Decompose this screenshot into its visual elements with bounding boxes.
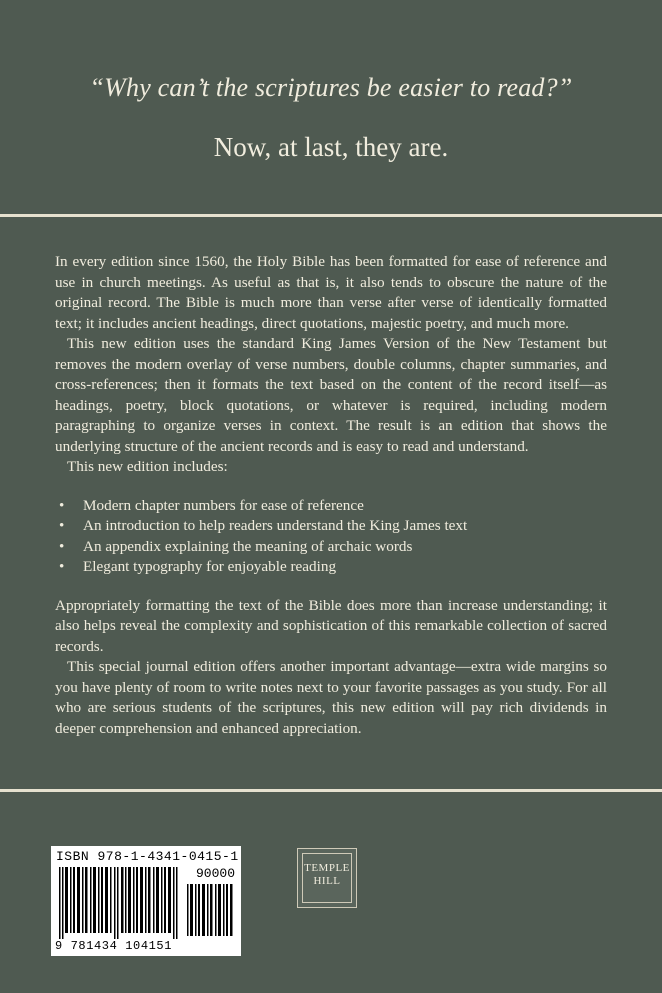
publisher-logo [297,848,357,908]
isbn-barcode [51,846,241,956]
logo-line-2: HILL [313,875,341,887]
top-divider [0,214,662,217]
description-body [55,252,607,739]
bullet-icon: • [59,496,65,514]
bullet-icon: • [59,517,65,534]
bullet-icon: • [59,558,65,575]
list-item: • An introduction to help readers understand the King James text [55,516,607,537]
bottom-divider [0,789,662,792]
paragraph-journal: This special journal edition offers another important advantage—extra wide margins so you have plenty of room to write notes next to your favorite passages as you study. For all who are serious students of the scriptures, this new edition will pay rich dividends in deeper comprehension and enhanced appreciation. [55,658,607,737]
price-code: 90000 [195,866,235,881]
list-item: • An appendix explaining the meaning of archaic words [55,537,607,558]
barcode-number: 9 781434 104151 [55,939,173,953]
cover-quote: “Why can’t the scriptures be easier to read?” [89,73,573,102]
cover-tagline: Now, at last, they are. [213,132,449,162]
list-item: • Modern chapter numbers for ease of reference [55,496,607,517]
logo-text [298,862,356,888]
paragraph-edition: This new edition uses the standard King James Version of the New Testament but removes the modern overlay of verse numbers, double columns, chapter summaries, and cross-references; then it formats the text based on the content of the record itself—as headings, poetry, block quotations, or whatever is required, including modern paragraphing to organize verses in context. The result is an edition that shows the underlying structure of the ancient records and is easy to read and understand. [55,335,607,455]
paragraph-intro: In every edition since 1560, the Holy Bible has been formatted for ease of reference and use in church meetings. As useful as that is, it also tends to obscure the nature of the original record. The Bible is much more than verse after verse of identically formatted text; it includes ancient headings, direct quotations, majestic poetry, and much more. [55,253,607,332]
paragraph-formatting: Appropriately formatting the text of the Bible does more than increase understanding; it also helps reveal the complexity and sophistication of this remarkable collection of sacred records. [55,596,607,655]
bullet-icon: • [59,537,65,555]
features-list [55,496,607,578]
price-barcode-icon [187,884,233,936]
barcode-icon [59,867,181,939]
list-item: • Elegant typography for enjoyable reading [55,557,607,578]
logo-line-1: TEMPLE [304,862,350,874]
paragraph-includes: This new edition includes: [67,458,228,475]
isbn-label: ISBN 978-1-4341-0415-1 [56,849,239,864]
